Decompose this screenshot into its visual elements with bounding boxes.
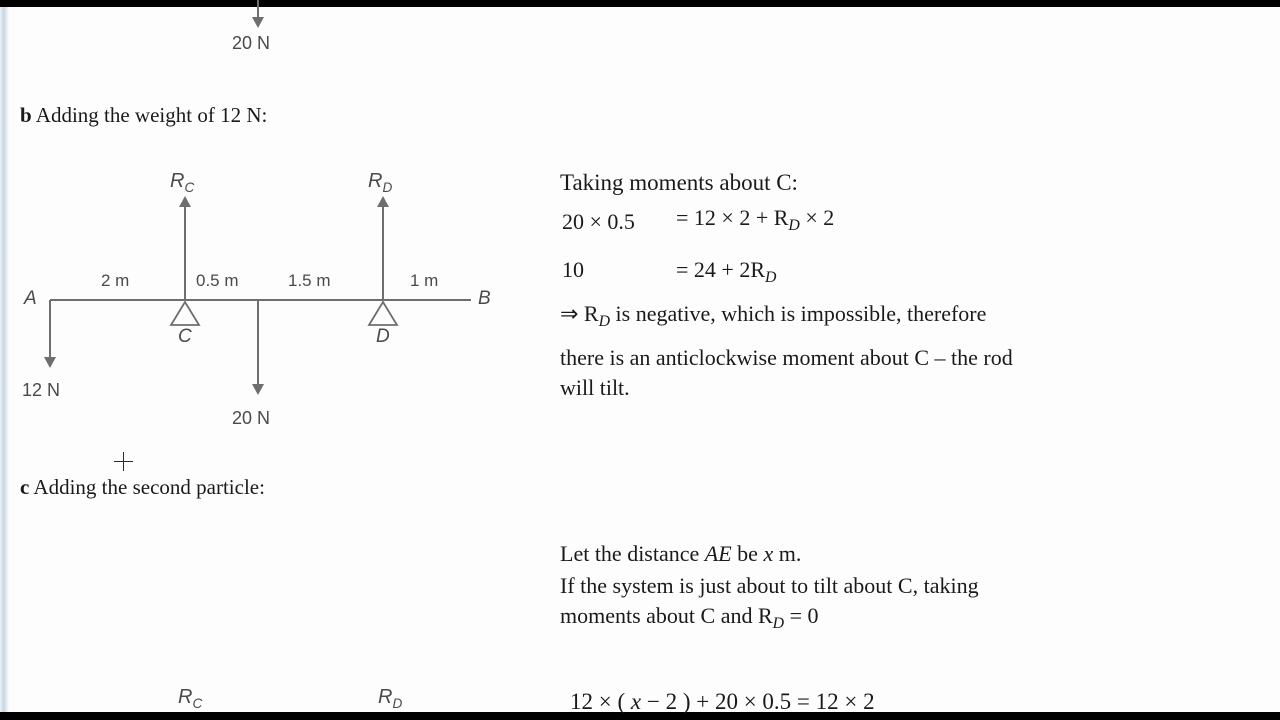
- reaction-rd-label: $R_D$: [368, 170, 393, 195]
- dimension-label-0-5m: 0.5 m: [196, 271, 239, 290]
- part-c-reaction-rc-label: $R_C$: [178, 686, 203, 711]
- dimension-label-2m: 2 m: [101, 271, 130, 290]
- letterbox-bar-top: [0, 0, 1280, 7]
- point-label-d: D: [376, 326, 390, 347]
- working-b-conclusion-line-3: will tilt.: [560, 375, 630, 400]
- part-b-marker: b: [20, 103, 32, 127]
- part-b-heading-text: Adding the weight of 12 N:: [35, 103, 268, 127]
- working-b-conclusion-line-2: there is an anticlockwise moment about C – the rod: [560, 345, 1013, 370]
- part-c-marker: c: [20, 475, 30, 499]
- rod-ab: [50, 299, 471, 301]
- reaction-rc-shaft: [184, 202, 186, 301]
- part-c-heading-row: [20, 472, 265, 502]
- point-label-a: A: [24, 288, 37, 309]
- support-triangle-d-icon: [366, 300, 402, 328]
- working-b-equation-1-left: 20 × 0.5: [562, 209, 635, 234]
- force-12n-label: 12 N: [22, 380, 61, 400]
- page-edge-strip: [0, 7, 9, 712]
- top-fragment-arrow-head-down-icon: [252, 17, 264, 28]
- working-c-line-2: If the system is just about to tilt about C, taking: [560, 573, 979, 598]
- top-fragment-force-label: 20 N: [232, 33, 271, 53]
- dimension-label-1-5m: 1.5 m: [288, 271, 331, 290]
- part-b-heading-row: [20, 100, 267, 130]
- working-c-line-1: Let the distance AE be x m.: [560, 541, 802, 566]
- force-20n-arrow-head-down-icon: [252, 384, 264, 395]
- reaction-rc-label: $R_C$: [170, 170, 195, 195]
- working-b-equation-1-right: = $12 \times 2 + R_D \times 2$: [676, 205, 835, 235]
- working-c-line-3: moments about C and $R_D = 0$: [560, 603, 819, 633]
- point-label-b: B: [478, 288, 491, 309]
- working-c-equation-1: 12 × ( x − 2 ) + 20 × 0.5 = 12 × 2: [570, 689, 875, 714]
- force-12n-arrow-head-down-icon: [44, 357, 56, 368]
- reaction-rc-arrow-head-up-icon: [179, 196, 191, 207]
- top-fragment-arrow-shaft: [257, 0, 259, 18]
- working-b-conclusion-line-1: ⇒ $R_D$ is negative, which is impossible, therefore: [560, 301, 987, 331]
- point-label-c: C: [178, 326, 192, 347]
- working-b-line-taking-moments: Taking moments about C:: [560, 170, 798, 195]
- working-b-equation-2-left: 10: [562, 257, 584, 282]
- crosshair-cursor-icon: [114, 452, 133, 471]
- working-b-equation-2-right: = $24 + 2R_D$: [676, 257, 777, 287]
- force-20n-shaft: [257, 300, 259, 385]
- reaction-rd-arrow-head-up-icon: [377, 196, 389, 207]
- support-triangle-c-icon: [168, 300, 204, 328]
- reaction-rd-shaft: [382, 202, 384, 301]
- dimension-label-1m: 1 m: [410, 271, 439, 290]
- force-12n-shaft: [49, 300, 51, 358]
- force-20n-label: 20 N: [232, 408, 271, 428]
- part-c-heading-text: Adding the second particle:: [33, 475, 265, 499]
- part-c-reaction-rd-label: $R_D$: [378, 686, 403, 711]
